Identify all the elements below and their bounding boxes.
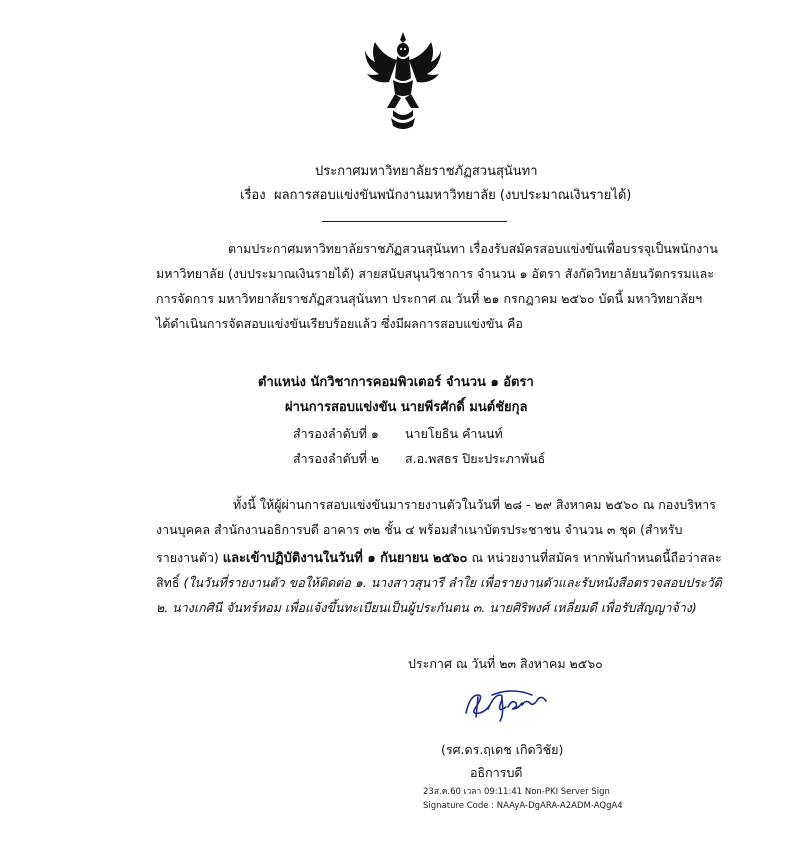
instruction-line-3-end: ณ หน่วยงานที่สมัคร หากพ้นกำหนดนี้ถือว่าสละ xyxy=(467,550,722,565)
reserve-1-label: สำรองลำดับที่ ๑ xyxy=(293,426,379,441)
signer-name: (รศ.ดร.ฤเดช เกิดวิชัย) xyxy=(441,742,564,757)
passed-candidate: ผ่านการสอบแข่งขัน นายพีรศักดิ์ มนต์ชัยกุล xyxy=(285,400,528,415)
signature-code: Signature Code : NAAyA-DgARA-A2ADM-AQgA4 xyxy=(423,801,623,811)
handwritten-signature xyxy=(462,683,554,727)
instruction-line-3-start: รายงานตัว) xyxy=(156,550,223,565)
instruction-line-1: ทั้งนี้ ให้ผู้ผ่านการสอบแข่งขันมารายงานตัวในวันที่ ๒๘ - ๒๙ สิงหาคม ๒๕๖๐ ณ กองบริหาร xyxy=(233,497,717,512)
digital-sign-stamp: 23ส.ค.60 เวลา 09:11:41 Non-PKI Server Sign xyxy=(423,787,610,797)
subject-text: ผลการสอบแข่งขันพนักงานมหาวิทยาลัย (งบประมาณเงินรายได้) xyxy=(274,188,632,203)
header-divider xyxy=(322,221,507,222)
contact-note: (ในวันที่รายงานตัว ขอให้ติดต่อ ๑. นางสาวสุนารี ลำใย เพื่อรายงานตัวและรับหนังสือตรวจสอบประวัติ xyxy=(183,575,722,590)
intro-line-3: การจัดการ มหาวิทยาลัยราชภัฏสวนสุนันทา ประกาศ ณ วันที่ ๒๑ กรกฎาคม ๒๕๖๐ บัดนี้ มหาวิทยาลัยฯ xyxy=(156,291,703,306)
instruction-line-3 xyxy=(156,547,722,568)
reserve-2-label: สำรองลำดับที่ ๒ xyxy=(293,451,380,466)
reserve-1-name: นายโยธิน คำนนท์ xyxy=(405,426,503,441)
signer-title: อธิการบดี xyxy=(470,765,523,780)
intro-line-1: ตามประกาศมหาวิทยาลัยราชภัฏสวนสุนันทา เรื่องรับสมัครสอบแข่งขันเพื่อบรรจุเป็นพนักงาน xyxy=(228,241,718,256)
instruction-line-5: ๒. นางเกศินี จันทร์หอม เพื่อแจ้งขึ้นทะเบียนเป็นผู้ประกันตน ๓. นายศิริพงศ์ เหลี่ยมดี เพื่อรับสัญญาจ้าง) xyxy=(156,600,697,615)
announce-date: ประกาศ ณ วันที่ ๒๓ สิงหาคม ๒๕๖๐ xyxy=(408,656,603,671)
position-heading: ตำแหน่ง นักวิชาการคอมพิวเตอร์ จำนวน ๑ อัตรา xyxy=(258,375,534,390)
intro-line-4: ได้ดำเนินการจัดสอบแข่งขันเรียบร้อยแล้ว ซึ่งมีผลการสอบแข่งขัน คือ xyxy=(156,316,523,331)
reserve-2-name: ส.อ.พสธร ปิยะประภาพันธ์ xyxy=(405,451,546,466)
subject-label: เรื่อง xyxy=(240,188,266,203)
start-work-date: และเข้าปฏิบัติงานในวันที่ ๑ กันยายน ๒๕๖๐ xyxy=(222,551,468,566)
announcement-title: ประกาศมหาวิทยาลัยราชภัฏสวนสุนันทา xyxy=(315,164,538,179)
instruction-line-2: งานบุคคล สำนักงานอธิการบดี อาคาร ๓๒ ชั้น ๔ พร้อมสำเนาบัตรประชาชน จำนวน ๓ ชุด (สำหรับ xyxy=(156,522,683,537)
intro-line-2: มหาวิทยาลัย (งบประมาณเงินรายได้) สายสนับสนุนวิชาการ จำนวน ๑ อัตรา สังกัดวิทยาลัยนวัตกรรมและ xyxy=(156,266,715,281)
instruction-line-4 xyxy=(156,573,722,593)
garuda-emblem xyxy=(363,30,443,130)
instruction-line-4-start: สิทธิ์ xyxy=(156,575,184,590)
